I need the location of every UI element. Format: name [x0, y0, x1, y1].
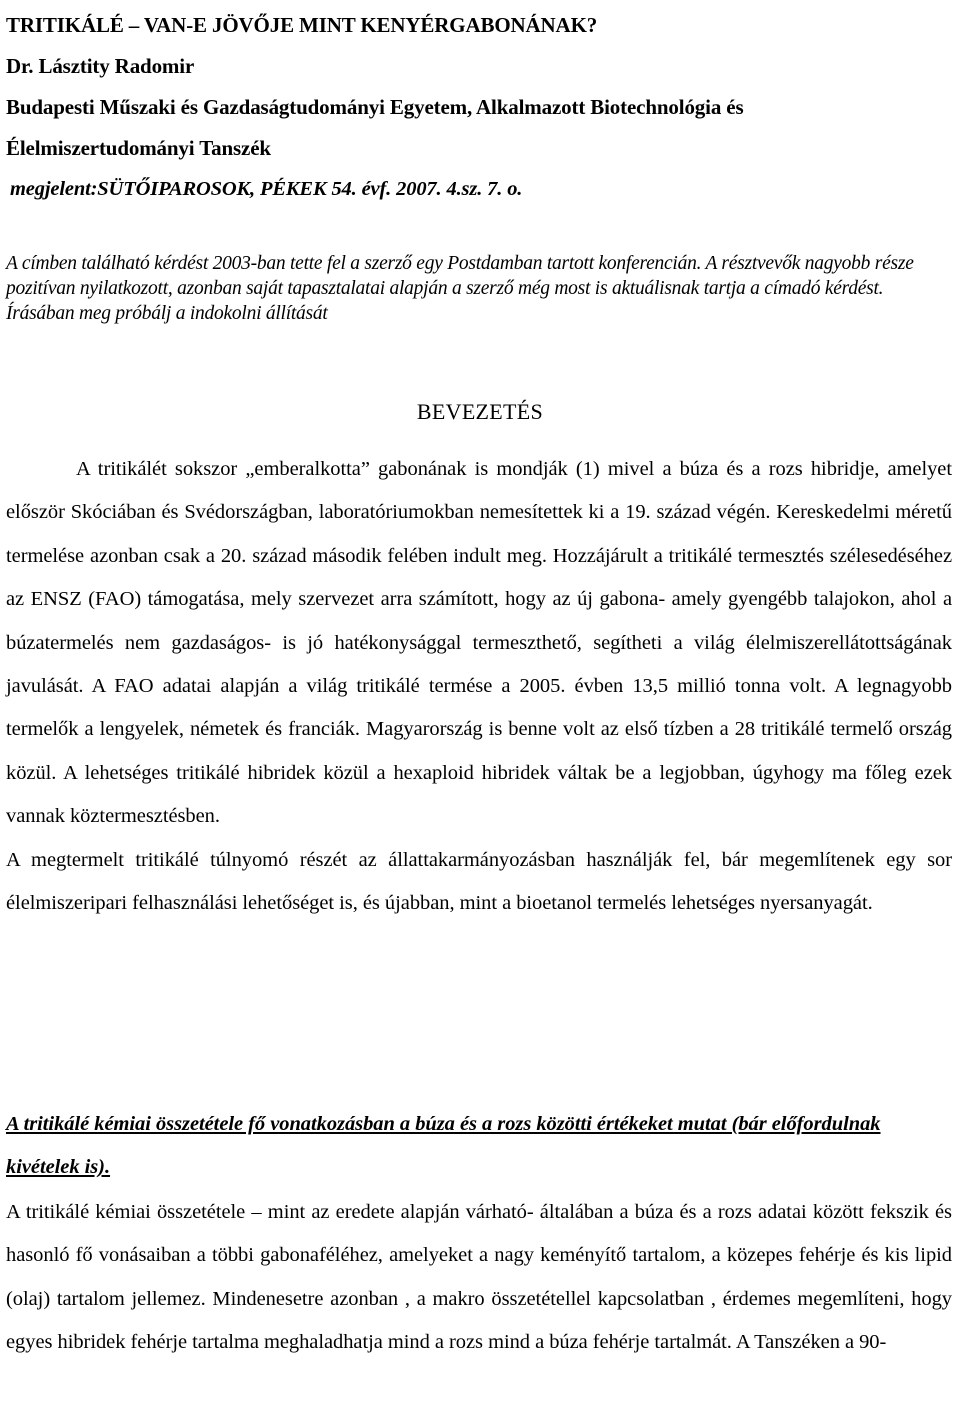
abstract-paragraph-2: Írásában meg próbálj a indokolni állítását	[6, 303, 328, 324]
article-title: TRITIKÁLÉ – VAN-E JÖVŐJE MINT KENYÉRGABONÁNAK?	[6, 13, 598, 37]
author-name: Dr. Lásztity Radomir	[6, 54, 195, 78]
composition-heading: A tritikálé kémiai összetétele fő vonatkozásban a búza és a rozs közötti értékeket mutat (bár előfordulnak kivételek is).	[6, 1113, 881, 1178]
section-title-introduction: BEVEZETÉS	[416, 399, 544, 424]
article-header	[6, 5, 956, 210]
intro-paragraph-2: A megtermelt tritikálé túlnyomó részét az állattakarmányozásban használják fel, bár megemlítenek egy sor élelmiszeripari felhasználási lehetőséget is, és újabban, mint a bioetanol termelés lehetséges nyersanyagát.	[6, 848, 952, 915]
affiliation-line-2: Élelmiszertudományi Tanszék	[6, 136, 271, 160]
affiliation-line-1: Budapesti Műszaki és Gazdaságtudományi Egyetem, Alkalmazott Biotechnológia és	[6, 95, 744, 119]
abstract-paragraph-1: A címben található kérdést 2003-ban tette fel a szerző egy Postdamban tartott konferencián. A résztvevők nagyobb része pozitívan nyilatkozott, azonban saját tapasztalatai alapján a szerző még most is aktuálisnak tartja a címadó kérdést.	[6, 253, 914, 299]
composition-body	[6, 1191, 952, 1365]
composition-paragraph: A tritikálé kémiai összetétele – mint az eredete alapján várható- általában a búza és a rozs adatai között fekszik és hasonló fő vonásaiban a többi gabonaféléhez, amelyeket a nagy keményítő tartalom, a közepes fehérje és kis lipid (olaj) tartalom jellemez. Mindenesetre azonban , a makro összetétellel kapcsolatban , érdemes megemlíteni, hogy egyes hibridek fehérje tartalma meghaladhatja mind a rozs mind a búza fehérje tartalmát. A Tanszéken a 90-	[6, 1201, 952, 1354]
introduction-body	[6, 448, 952, 925]
publication-info: megjelent:SÜTŐIPAROSOK, PÉKEK 54. évf. 2007. 4.sz. 7. o.	[10, 178, 523, 200]
intro-paragraph-1: A tritikálét sokszor „emberalkotta” gabonának is mondják (1) mivel a búza és a rozs hibridje, amelyet először Skóciában és Svédországban, laboratóriumokban nemesítettek ki a 19. század végén. Kereskedelmi méretű termelése azonban csak a 20. század második felében indult meg. Hozzájárult a tritikálé termesztés szélesedéséhez az ENSZ (FAO) támogatása, mely szervezet arra számított, hogy az új gabona- amely gyengébb talajokon, ahol a búzatermelés nem gazdaságos- is jó hatékonysággal termeszthető, segítheti a világ élelmiszerellátottságának javulását. A FAO adatai alapján a világ tritikálé termése a 2005. évben 13,5 millió tonna volt. A legnagyobb termelők a lengyelek, németek és franciák. Magyarország is benne volt az első tízben a 28 tritikálé termelő ország közül. A lehetséges tritikálé hibridek közül a hexaploid hibridek váltak be a legjobban, úgyhogy ma főleg ezek vannak köztermesztésben.	[6, 458, 952, 828]
abstract	[6, 251, 958, 326]
